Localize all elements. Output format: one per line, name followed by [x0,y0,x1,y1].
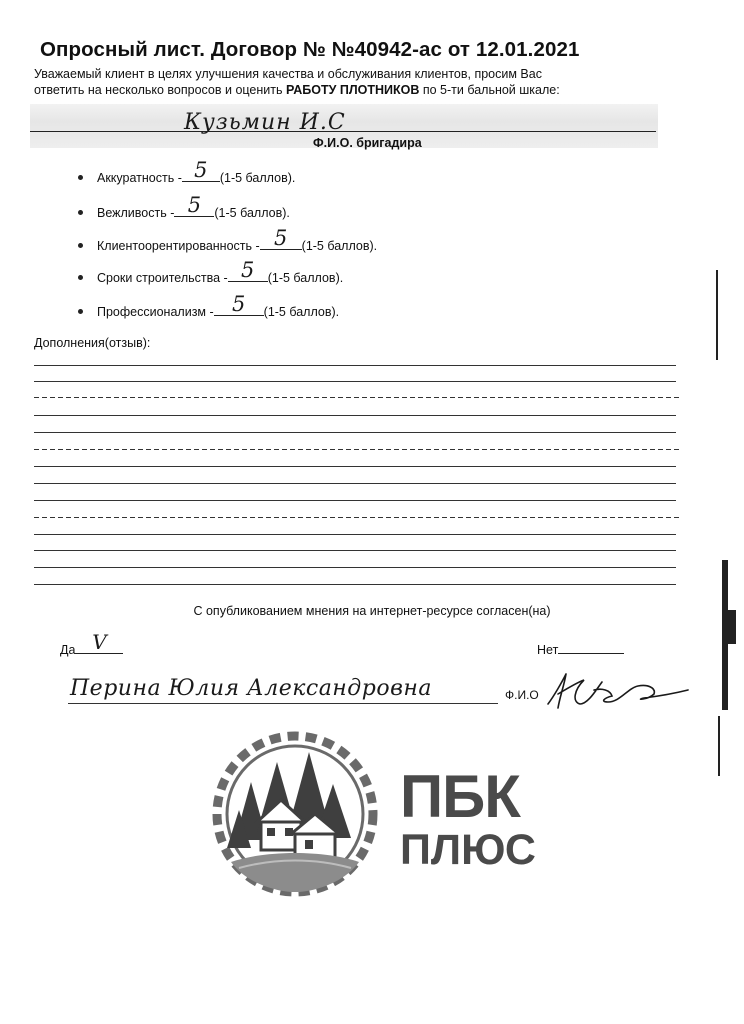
feedback-line [34,517,682,518]
no-label: Нет [537,643,559,657]
yes-checkmark: V [92,630,107,654]
client-signature [544,668,694,716]
scan-edge-artifact [718,716,720,776]
bullet-icon [78,309,83,314]
feedback-line [34,449,682,450]
score-field: 5 [174,202,214,217]
criterion-professionalism: Профессионализм - 5 (1-5 баллов). [78,301,339,319]
client-name-line [68,703,498,704]
consent-text: С опубликованием мнения на интернет-ресурсе согласен(на) [193,604,551,618]
feedback-line [34,500,676,501]
score-field: 5 [260,235,302,250]
feedback-line [34,534,676,535]
feedback-line [34,381,676,382]
client-fio-label: Ф.И.О [505,688,539,702]
scan-edge-artifact [726,610,736,644]
yes-label: Да [60,643,76,657]
intro-line-1: Уважаемый клиент в целях улучшения качества и обслуживания клиентов, просим Вас [34,67,542,81]
company-emblem [205,722,385,907]
feedback-line [34,365,676,366]
feedback-line [34,483,676,484]
feedback-line [34,466,676,467]
ground-icon [231,853,359,892]
intro-text [34,66,674,98]
criterion-accuracy: Аккуратность - 5 (1-5 баллов). [78,167,295,185]
feedback-line [34,550,676,551]
feedback-line [34,397,682,398]
wordmark-line-2: ПЛЮС [400,826,536,874]
consent-no [537,639,624,657]
score-field: 5 [182,167,220,182]
criterion-deadlines: Сроки строительства - 5 (1-5 баллов). [78,267,343,285]
score-field: 5 [214,301,264,316]
bullet-icon [78,210,83,215]
yes-field [75,630,123,654]
wordmark-line-1: ПБК [400,763,520,830]
foreman-name-handwritten: Кузьмин И.С [184,110,346,135]
intro-line-2: ответить на несколько вопросов и оценить РАБОТУ ПЛОТНИКОВ по 5-ти бальной шкале: [34,83,560,97]
criterion-politeness: Вежливость - 5 (1-5 баллов). [78,202,290,220]
criterion-client-orientation: Клиентоорентированность - 5 (1-5 баллов). [78,235,377,253]
client-name-handwritten: Перина Юлия Александровна [70,676,432,701]
bullet-icon [78,243,83,248]
feedback-line [34,432,676,433]
document-title: Опросный лист. Договор № №40942-ас от 12.01.2021 [40,38,580,61]
consent-yes [60,630,123,657]
feedback-line [34,567,676,568]
feedback-label: Дополнения(отзыв): [34,336,151,350]
scan-edge-artifact [716,270,718,360]
no-field [558,639,624,654]
foreman-label: Ф.И.О. бригадира [313,136,422,150]
feedback-line [34,584,676,585]
bullet-icon [78,275,83,280]
company-wordmark [400,763,536,874]
feedback-line [34,415,676,416]
bullet-icon [78,175,83,180]
score-field: 5 [228,267,268,282]
